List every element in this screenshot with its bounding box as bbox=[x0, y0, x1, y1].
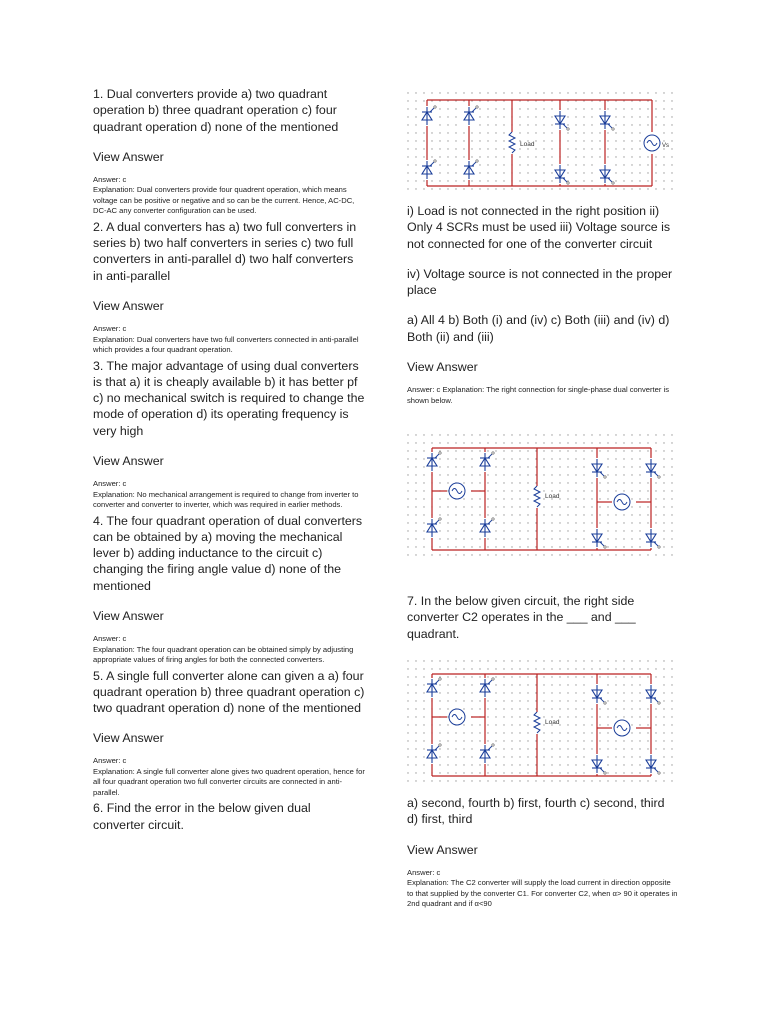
load-label: Load bbox=[545, 719, 560, 726]
q7-explanation-text: Explanation: The C2 converter will supply the load current in direction opposite to that supplied by the converter C1. For converter C2, when α> 90 it operates in 2nd quadrant and if α<90 bbox=[407, 878, 678, 909]
vs-label: Vs bbox=[662, 143, 670, 149]
explanation-text: Explanation: No mechanical arrangement is required to change from inverter to converter and converter to inverter, which was required in earlier methods. bbox=[93, 489, 359, 510]
question-7-text: 7. In the below given circuit, the right side converter C2 operates in the ___ and ___ quadrant. bbox=[407, 594, 636, 641]
answer-text: Answer: c bbox=[93, 634, 127, 644]
view-answer-link[interactable]: View Answer bbox=[93, 609, 164, 624]
right-column-q7 bbox=[407, 593, 679, 642]
load-label: Load bbox=[520, 141, 535, 148]
question-text: 3. The major advantage of using dual converters is that a) it is cheaply available b) it has better pf c) no mechanical switch is required to change the mode of operation d) its operating frequency is very high bbox=[93, 358, 365, 438]
q7-answer-text: Answer: c bbox=[407, 867, 441, 877]
q6-options-part-1: i) Load is not connected in the right position ii) Only 4 SCRs must be used iii) Voltage source is not connected for one of the converter circuit bbox=[407, 204, 671, 251]
right-column-q6 bbox=[407, 203, 679, 408]
question-6-text: 6. Find the error in the below given dual converter circuit. bbox=[93, 801, 311, 832]
circuit-diagram-1 bbox=[407, 92, 673, 197]
view-answer-link[interactable]: View Answer bbox=[93, 454, 164, 469]
left-column bbox=[93, 86, 365, 833]
q6-options-part-2: iv) Voltage source is not connected in the proper place bbox=[407, 266, 673, 298]
view-answer-link[interactable]: View Answer bbox=[407, 842, 478, 857]
explanation-text: Explanation: The four quadrant operation can be obtained simply by adjusting appropriate values of firing angles for both the connected converters. bbox=[93, 644, 354, 665]
explanation-text: Explanation: A single full converter alone gives two quadrent operation, hence for all four quadrant operation two full converter circuits are connected in anti-parallel. bbox=[93, 766, 365, 797]
answer-text: Answer: c bbox=[93, 174, 127, 184]
right-column-q7-answer bbox=[407, 795, 679, 912]
answer-text: Answer: c bbox=[93, 324, 127, 334]
question-text: 2. A dual converters has a) two full converters in series b) two half converters in series c) two full converters in anti-parallel d) two half converters in anti-parallel bbox=[93, 219, 357, 283]
explanation-text: Explanation: Dual converters have two full converters connected in anti-parallel which provides a four quadrant operation. bbox=[93, 334, 359, 355]
q6-answer-options: a) All 4 b) Both (i) and (iv) c) Both (iii) and (iv) d) Both (ii) and (iii) bbox=[407, 313, 670, 344]
answer-text: Answer: c bbox=[93, 479, 127, 489]
view-answer-link[interactable]: View Answer bbox=[93, 299, 164, 314]
explanation-text: Explanation: Dual converters provide four quadrent operation, which means voltage can be positive or negative and so can be the current. Hence, AC-DC, DC-AC any converter configuration can be used. bbox=[93, 185, 355, 216]
view-answer-link[interactable]: View Answer bbox=[93, 731, 164, 746]
view-answer-link[interactable]: View Answer bbox=[407, 360, 478, 375]
load-label: Load bbox=[545, 493, 560, 500]
question-2-block bbox=[93, 219, 365, 356]
question-5-block bbox=[93, 668, 365, 799]
circuit-diagram-2 bbox=[407, 434, 673, 565]
question-1-block bbox=[93, 86, 365, 217]
question-3-block bbox=[93, 358, 365, 511]
question-text: 1. Dual converters provide a) two quadrant operation b) three quadrant operation c) four quadrant operation d) none of the mentioned bbox=[93, 87, 339, 134]
answer-text: Answer: c bbox=[93, 756, 127, 766]
view-answer-link[interactable]: View Answer bbox=[93, 149, 164, 164]
question-4-block bbox=[93, 513, 365, 666]
question-text: 5. A single full converter alone can given a a) four quadrant operation b) three quadrant operation c) two quadrant operation d) none of the mentioned bbox=[93, 668, 365, 716]
circuit-diagram-3 bbox=[407, 660, 673, 791]
q6-answer-explanation: Answer: c Explanation: The right connection for single-phase dual converter is shown below. bbox=[407, 385, 669, 405]
q7-answer-options: a) second, fourth b) first, fourth c) second, third d) first, third bbox=[407, 796, 665, 827]
question-text: 4. The four quadrant operation of dual converters can be obtained by a) moving the mechanical lever b) adding inductance to the circuit c) changing the firing angle value d) none of the mentioned bbox=[93, 513, 363, 593]
